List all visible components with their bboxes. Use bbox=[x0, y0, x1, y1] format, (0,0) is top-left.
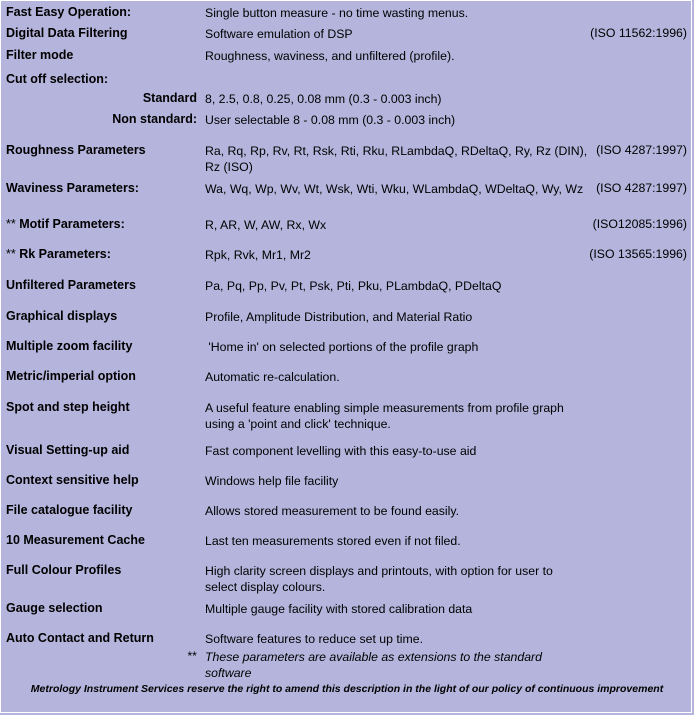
spec-description: Automatic re-calculation. bbox=[205, 370, 340, 384]
spec-label: Fast Easy Operation: bbox=[6, 5, 132, 19]
spec-description: 8, 2.5, 0.8, 0.25, 0.08 mm (0.3 - 0.003 inch) bbox=[205, 92, 442, 106]
spec-description: Multiple gauge facility with stored calibration data bbox=[205, 602, 473, 616]
iso-reference: (ISO 11562:1996) bbox=[590, 26, 687, 40]
spec-label: Gauge selection bbox=[6, 601, 103, 615]
spec-description: Single button measure - no time wasting menus. bbox=[205, 6, 469, 20]
spec-label-text: Motif Parameters: bbox=[19, 217, 125, 231]
spec-label: Unfiltered Parameters bbox=[6, 278, 136, 292]
spec-description: Last ten measurements stored even if not filed. bbox=[205, 534, 461, 548]
spec-description: Software emulation of DSP bbox=[205, 27, 353, 41]
spec-label: Visual Setting-up aid bbox=[6, 443, 130, 457]
iso-reference: (ISO 13565:1996) bbox=[589, 247, 687, 261]
spec-label: Metric/imperial option bbox=[6, 369, 136, 383]
spec-description: 'Home in' on selected portions of the profile graph bbox=[205, 340, 479, 354]
spec-description: User selectable 8 - 0.08 mm (0.3 - 0.003 inch) bbox=[205, 113, 456, 127]
spec-label bbox=[6, 247, 111, 261]
spec-label bbox=[6, 217, 125, 231]
spec-label: Context sensitive help bbox=[6, 473, 139, 487]
spec-label: File catalogue facility bbox=[6, 503, 133, 517]
spec-label: Digital Data Filtering bbox=[6, 26, 128, 40]
spec-description: Windows help file facility bbox=[205, 474, 339, 488]
iso-reference: (ISO 4287:1997) bbox=[596, 143, 687, 157]
spec-description: R, AR, W, AW, Rx, Wx bbox=[205, 218, 327, 232]
spec-description: Rpk, Rvk, Mr1, Mr2 bbox=[205, 248, 311, 262]
spec-description: Software features to reduce set up time. bbox=[205, 632, 424, 646]
spec-description: Roughness, waviness, and unfiltered (profile). bbox=[205, 49, 455, 63]
footnote-marker: ** bbox=[187, 649, 197, 663]
spec-label: Waviness Parameters: bbox=[6, 181, 139, 195]
iso-reference: (ISO12085:1996) bbox=[592, 217, 687, 231]
spec-description: Profile, Amplitude Distribution, and Material Ratio bbox=[205, 310, 473, 324]
spec-description: Fast component levelling with this easy-to-use aid bbox=[205, 444, 477, 458]
spec-label: Full Colour Profiles bbox=[6, 563, 122, 577]
spec-sublabel: Non standard: bbox=[112, 112, 197, 126]
spec-description: Ra, Rq, Rp, Rv, Rt, Rsk, Rti, Rku, RLambdaQ, RDeltaQ, Ry, Rz (DIN), Rz (ISO) bbox=[205, 144, 588, 174]
iso-reference: (ISO 4287:1997) bbox=[596, 181, 687, 195]
spec-description: A useful feature enabling simple measurements from profile graph using a 'point and click' technique. bbox=[205, 401, 564, 431]
spec-label: Graphical displays bbox=[6, 309, 118, 323]
spec-label: Auto Contact and Return bbox=[6, 631, 154, 645]
spec-label: 10 Measurement Cache bbox=[6, 533, 145, 547]
spec-label: Filter mode bbox=[6, 48, 74, 62]
spec-label: Roughness Parameters bbox=[6, 143, 146, 157]
spec-description: High clarity screen displays and printouts, with option for user to select display colours. bbox=[205, 564, 553, 594]
spec-label: Cut off selection: bbox=[6, 72, 109, 86]
spec-sublabel: Standard bbox=[142, 91, 197, 105]
extension-marker: ** bbox=[6, 247, 20, 261]
spec-description: Pa, Pq, Pp, Pv, Pt, Psk, Pti, Pku, PLambdaQ, PDeltaQ bbox=[205, 279, 502, 293]
spec-label: Spot and step height bbox=[6, 400, 130, 414]
footnote-text: These parameters are available as extensions to the standard software bbox=[205, 650, 542, 680]
disclaimer: Metrology Instrument Services reserve the right to amend this description in the light of our policy of continuous improvement bbox=[30, 683, 664, 695]
extension-marker: ** bbox=[6, 217, 20, 231]
spec-description: Allows stored measurement to be found easily. bbox=[205, 504, 460, 518]
spec-label-text: Rk Parameters: bbox=[19, 247, 111, 261]
spec-label: Multiple zoom facility bbox=[6, 339, 133, 353]
spec-description: Wa, Wq, Wp, Wv, Wt, Wsk, Wti, Wku, WLambdaQ, WDeltaQ, Wy, Wz bbox=[205, 182, 584, 196]
